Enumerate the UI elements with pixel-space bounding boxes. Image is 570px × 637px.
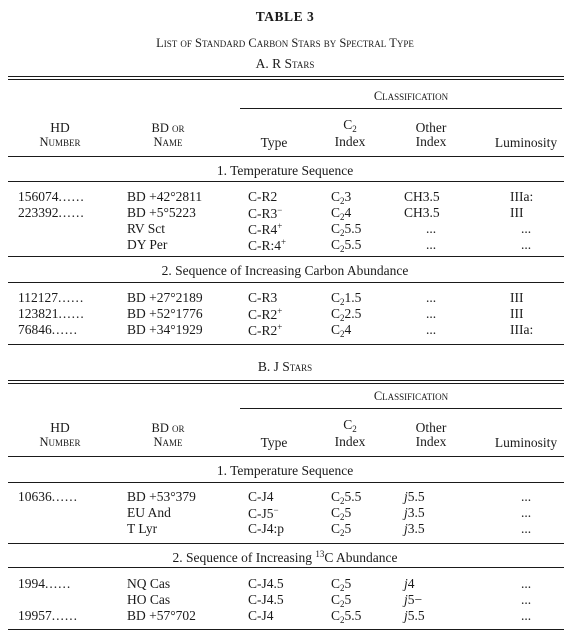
luminosity-header-b: Luminosity	[494, 435, 558, 450]
hd-number-cell: 123821......	[18, 306, 85, 321]
other-index-cell: ...	[425, 221, 437, 236]
section-a-title: A. R Stars	[255, 56, 315, 71]
type-cell: C-J5−	[248, 505, 279, 521]
top-rule-a1	[8, 76, 564, 77]
c2-index-cell: $C_25$	[331, 521, 352, 538]
other-index-header-b: Index	[415, 434, 447, 449]
hd-number-cell: 1994......	[18, 576, 72, 591]
bd-header-a: BD or	[151, 121, 185, 135]
group-sep-a	[8, 256, 564, 257]
type-cell: C-J4.5	[248, 576, 284, 591]
bottom-rule-a	[8, 344, 564, 345]
group-rule-b1	[8, 482, 564, 483]
group-rule-a2	[8, 282, 564, 283]
type-cell: C-R3−	[248, 205, 283, 221]
bd-name-cell: DY Per	[127, 237, 168, 252]
c2-index-cell: $C_25.5$	[331, 608, 362, 625]
luminosity-cell: ...	[520, 221, 532, 236]
luminosity-cell: ...	[520, 592, 532, 607]
luminosity-cell: III	[510, 290, 524, 305]
type-cell: C-R2+	[248, 306, 283, 322]
top-rule-b2	[8, 383, 564, 384]
hd-header-b: HD	[50, 420, 70, 435]
luminosity-cell: ...	[520, 237, 532, 252]
c2-index-cell: $C_25$	[331, 592, 352, 609]
bd-header-b: BD or	[151, 421, 185, 435]
other-index-cell: ...	[425, 237, 437, 252]
luminosity-cell: ...	[520, 489, 532, 504]
group-title-b1: 1. Temperature Sequence	[216, 463, 354, 478]
bd-name-cell: BD +27°2189	[127, 290, 203, 305]
other-index-cell: j3.5	[404, 521, 425, 536]
type-cell: C-R4+	[248, 221, 283, 237]
c2-index-cell: $C_24$	[331, 205, 352, 222]
other-header-b: Other	[415, 420, 447, 435]
c2-index-header-a: Index	[334, 134, 366, 149]
section-b-title: B. J Stars	[257, 359, 313, 374]
bd-name-cell: BD +34°1929	[127, 322, 203, 337]
classification-rule-a	[240, 108, 562, 109]
type-header-b: Type	[260, 435, 288, 450]
hd-subheader-b: Number	[39, 435, 81, 449]
luminosity-cell: ...	[520, 505, 532, 520]
luminosity-cell: ...	[520, 521, 532, 536]
other-index-cell: j5−	[404, 592, 423, 607]
bd-name-cell: BD +53°379	[127, 489, 196, 504]
top-rule-b1	[8, 380, 564, 381]
c2-index-cell: $C_25.5$	[331, 489, 362, 506]
group-sep-b	[8, 543, 564, 544]
c2-index-header-b: Index	[334, 434, 366, 449]
bottom-rule-b	[8, 629, 564, 630]
luminosity-cell: III	[510, 306, 524, 321]
header-rule-b	[8, 456, 564, 457]
type-cell: C-J4	[248, 489, 274, 504]
bd-name-cell: BD +42°2811	[127, 189, 203, 204]
hd-number-cell: 223392......	[18, 205, 85, 220]
hd-number-cell: 156074......	[18, 189, 85, 204]
bd-name-cell: BD +52°1776	[127, 306, 203, 321]
other-index-cell: j5.5	[404, 489, 425, 504]
c2-index-cell: $C_25.5$	[331, 237, 362, 254]
c2-header-b: $C_2$	[343, 417, 357, 434]
c2-index-cell: $C_25.5$	[331, 221, 362, 238]
other-index-cell: ...	[425, 306, 437, 321]
bd-name-cell: EU And	[127, 505, 171, 520]
luminosity-cell: III	[510, 205, 524, 220]
bd-name-cell: NQ Cas	[127, 576, 171, 591]
group-title-a2: 2. Sequence of Increasing Carbon Abundance	[161, 263, 409, 278]
hd-header-a: HD	[50, 120, 70, 135]
luminosity-cell: IIIa:	[510, 322, 534, 337]
group-title-a1: 1. Temperature Sequence	[216, 163, 354, 178]
other-index-header-a: Index	[415, 134, 447, 149]
table-number: TABLE 3	[255, 9, 315, 24]
name-header-b: Name	[153, 435, 183, 449]
other-index-cell: j5.5	[404, 608, 425, 623]
type-cell: C-J4:p	[248, 521, 285, 536]
hd-number-cell: 10636......	[18, 489, 78, 504]
other-index-cell: CH3.5	[404, 205, 440, 220]
type-header-a: Type	[260, 135, 288, 150]
classification-rule-b	[240, 408, 562, 409]
c2-header-a: $C_2$	[343, 117, 357, 134]
c2-index-cell: $C_25$	[331, 576, 352, 593]
classification-header-b: Classification	[373, 389, 449, 403]
c2-index-cell: $C_25$	[331, 505, 352, 522]
type-cell: C-J4	[248, 608, 274, 623]
bd-name-cell: BD +5°5223	[127, 205, 196, 220]
group-rule-a1	[8, 181, 564, 182]
other-index-cell: j3.5	[404, 505, 425, 520]
hd-number-cell: 19957......	[18, 608, 78, 623]
classification-header-a: Classification	[373, 89, 449, 103]
table-caption: List of Standard Carbon Stars by Spectral Type	[156, 36, 414, 50]
other-index-cell: CH3.5	[404, 189, 440, 204]
bd-name-cell: BD +57°702	[127, 608, 196, 623]
type-cell: C-R2+	[248, 322, 283, 338]
name-header-a: Name	[153, 135, 183, 149]
luminosity-cell: ...	[520, 608, 532, 623]
bd-name-cell: HO Cas	[127, 592, 171, 607]
type-cell: C-R3	[248, 290, 278, 305]
luminosity-cell: ...	[520, 576, 532, 591]
type-cell: C-J4.5	[248, 592, 284, 607]
header-rule-a	[8, 156, 564, 157]
c2-index-cell: $C_21.5$	[331, 290, 362, 307]
other-header-a: Other	[415, 120, 447, 135]
other-index-cell: ...	[425, 290, 437, 305]
hd-number-cell: 112127......	[18, 290, 85, 305]
c2-index-cell: $C_24$	[331, 322, 352, 339]
other-index-cell: j4	[404, 576, 415, 591]
top-rule-a2	[8, 79, 564, 80]
type-cell: C-R:4+	[248, 237, 287, 253]
other-index-cell: ...	[425, 322, 437, 337]
group-rule-b2	[8, 567, 564, 568]
bd-name-cell: T Lyr	[127, 521, 158, 536]
group-title-b2: 2. Sequence of Increasing $^{13}$C Abundance	[172, 549, 398, 565]
c2-index-cell: $C_22.5$	[331, 306, 362, 323]
hd-number-cell: 76846......	[18, 322, 78, 337]
c2-index-cell: $C_23$	[331, 189, 352, 206]
luminosity-cell: IIIa:	[510, 189, 534, 204]
bd-name-cell: RV Sct	[127, 221, 166, 236]
hd-subheader-a: Number	[39, 135, 81, 149]
type-cell: C-R2	[248, 189, 278, 204]
luminosity-header-a: Luminosity	[494, 135, 558, 150]
